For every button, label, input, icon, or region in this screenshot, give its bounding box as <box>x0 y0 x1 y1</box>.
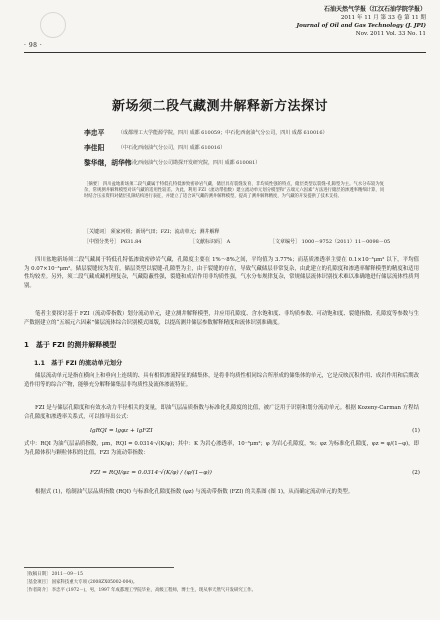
article-title: 新场须二段气藏测井解释新方法探讨 <box>111 99 328 114</box>
author-2: 李佳阳 <box>84 144 105 152</box>
equation-1: lgRQI = lgφz + lgFZI <box>90 428 153 434</box>
section-1-1-paragraph-3: 根据式 (1)，绘制油气层品质指数 (RQI) 与标准化孔隙度指数 (φz) 与流动带指数 (FZI) 的关系图 (图 1)，从而确定流动单元的类型。 <box>35 489 354 495</box>
author-1: 李忠平 <box>84 129 105 137</box>
affiliation-1: （成都理工大学能源学院，四川 成都 610059；中石化西南油气分公司，四川 成都 610016） <box>118 130 328 136</box>
author-3: 黎华继，胡华伟 <box>84 159 132 167</box>
header-rule <box>24 52 426 53</box>
intro-paragraph-1: 四川盆地新场须二段气藏属于特低孔特低渗致密砂岩气藏，孔隙度主要在 1%～8%之间，平均值为 3.77%；而基质渗透率主要在 0.1×10⁻³μm² 以下，平均值为 0.07×10⁻³μm²。储层裂缝较为发育，储层类型以裂缝-孔隙型为主，由于裂缝的存在，导致气藏储层非常复杂，由此建立的孔隙度和渗透率解释模型的精度和适用性均较差。另外，须二段气藏成藏机理复杂，气藏隐蔽性强，裂缝和成岩作用非均质性强，气水分布规律复杂，常规储层流体识别技术难以准确地进行储层流体性质判别。 <box>24 257 419 289</box>
footnote-funding: ［基金项目］ 国家科技重大专项 (2008ZX05002-004)。 <box>24 580 138 585</box>
equation-2: FZI = RQI/φz = 0.0314·√(K/φ) / (φ/(1−φ)) <box>90 470 212 476</box>
section-1-heading: 1 基于 FZI 的测井解释模型 <box>24 341 117 349</box>
footnote-rule <box>24 567 174 568</box>
document-code: ［文献标识码］ A <box>190 239 231 245</box>
article-number: ［文章编号］ 1000－9752（2011）11－0098－05 <box>270 239 391 245</box>
section-1-1-heading: 1.1 基于 FZI 的流动单元划分 <box>34 360 123 367</box>
affiliation-3: （中石化西南油气分公司勘探开发研究院，四川 成都 610081） <box>118 160 261 166</box>
section-1-1-paragraph-2: FZI 是与储层孔隙度和有效水动力半径相关的变量，即油气层品质指数与标准化孔隙度的比值，被广泛用于识别和划分流动单元。根据 Kozeny-Carman 方程结合孔隙度和渗透率关系式，可以推导出公式： <box>24 405 419 420</box>
issue-date-en: Nov. 2011 Vol. 33 No. 11 <box>355 31 426 37</box>
issue-date-cn: 2011 年 11 月 第 33 卷 第 11 期 <box>340 15 426 21</box>
section-1-1-paragraph-1: 储层流动单元是指在横向上和垂向上连续的、具有相似渗流特征的储集体，是将非均质性相同综合所形成的储集体的单元，它是反映沉积作用、成岩作用和后期改造作用等的综合产物，能够充分解释储集层非均质性及流体渗流特征。 <box>24 373 419 388</box>
equation-1-description: 式中：RQI 为油气层品质指数，μm，RQI = 0.0314·√(K/φ)；其中：K 为岩心渗透率，10⁻³μm²；φ 为岩心孔隙度，%；φz 为标准化孔隙度，φz = φ/(1−φ)，即为孔隙体积与颗粒体积的比值，FZI 为流动带指数： <box>24 441 419 456</box>
abstract: ［摘要］ 四川盆地新场须二段气藏属于特低孔特低渗致密砂岩气藏，储层具有裂缝发育、非均质性强的特点，储层类型以裂缝-孔隙型为主。气水分布较为复杂，常规测井解释模型对该气藏的适用性较差。为此，利用 FZI（流动带指数）建立流动单元划分模型和“五端元六因素”方法进行储层的渗透率精细计算，同时结合压汞资料对储层孔隙结构进行表征，并建立了适合该气藏的测井解释模型，提高了测井解释精度，为气藏的开发提供了技术支持。 <box>84 182 384 199</box>
affiliation-2: （中石化西南油气分公司，四川 成都 610016） <box>118 145 226 151</box>
equation-2-number: (2) <box>412 470 420 476</box>
page-number: · 98 · <box>24 42 43 49</box>
equation-1-number: (1) <box>412 428 420 434</box>
journal-name-cn: 石油天然气学报（江汉石油学院学报） <box>323 6 426 13</box>
library-stamp-mark <box>40 12 66 38</box>
clc-number: ［中图分类号］ P631.84 <box>84 239 142 245</box>
footnote-author-bio: ［作者简介］ 李忠平 (1972－)，男，1997 年成都理工学院毕业，高级工程师，博士生，现从事天然气开发研究工作。 <box>24 588 256 593</box>
journal-header <box>176 6 426 38</box>
journal-name-en: Journal of Oil and Gas Technology (J. JPI) <box>296 23 426 29</box>
footnote-received-date: ［收稿日期］ 2011－09－15 <box>24 572 83 577</box>
keywords: ［关键词］ 须家河组；新场气田；FZI；流动单元；测井解释 <box>84 229 220 235</box>
intro-paragraph-2: 笔者主要探讨基于 FZI（流动带指数）划分流动单元，建立测井解释模型，并应用孔隙度、含水饱和度、非均质参数、可动饱和度、裂缝指数、孔隙度等参数与生产数据建立的“五端元六因素”储层流体综合识别模式图版，以提高测井储层参数解释精度和流体识别准确度。 <box>24 311 419 326</box>
